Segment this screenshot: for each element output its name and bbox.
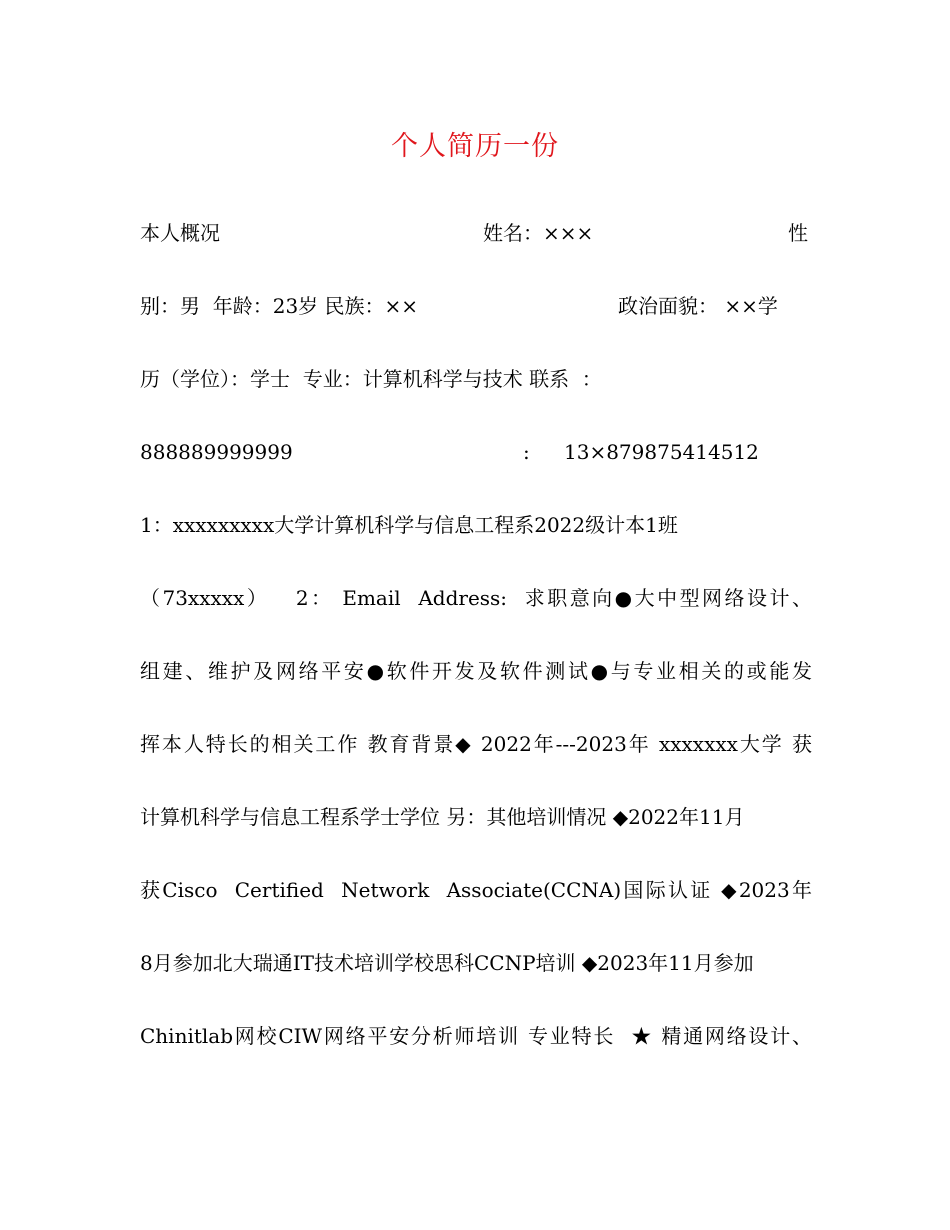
text-line bbox=[140, 435, 812, 469]
text-line: Chinitlab网校CIW网络平安分析师培训 专业特长 ★ 精通网络设计、 bbox=[140, 1024, 812, 1048]
text-line: 获Cisco Certified Network Associate(CCNA)国际认证 ◆2023年 bbox=[140, 878, 812, 902]
political-status: 政治面貌： ××学 bbox=[618, 294, 778, 318]
text-line: 组建、维护及网络平安●软件开发及软件测试●与专业相关的或能发 bbox=[140, 659, 812, 683]
text-fragment: 性 bbox=[788, 221, 808, 245]
phone-number: 13×879875414512 bbox=[564, 440, 759, 464]
text-line: 8月参加北大瑞通IT技术培训学校思科CCNP培训 ◆2023年11月参加 bbox=[140, 951, 754, 975]
text-line bbox=[140, 216, 812, 250]
name-field: 姓名：××× bbox=[483, 221, 594, 245]
address-line: 1：xxxxxxxxx大学计算机科学与信息工程系2022级计本1班 bbox=[140, 513, 678, 537]
text-line bbox=[140, 362, 812, 396]
contact-number: 888889999999 bbox=[140, 440, 293, 464]
separator-colon: : bbox=[523, 440, 530, 464]
page-title: 个人简历一份 bbox=[391, 131, 559, 162]
section-label: 本人概况 bbox=[140, 221, 220, 245]
text-line: 计算机科学与信息工程系学士学位 另：其他培训情况 ◆2022年11月 bbox=[140, 805, 745, 829]
personal-info: 别：男 年龄：23岁 民族：×× bbox=[140, 294, 419, 318]
text-line bbox=[140, 289, 812, 323]
text-line bbox=[140, 508, 812, 542]
education-info: 历（学位）：学士 专业：计算机科学与技术 联系 ： bbox=[140, 367, 602, 391]
text-line: （73xxxxx） 2： Email Address: 求职意向●大中型网络设计、 bbox=[140, 586, 812, 610]
text-line: 挥本人特长的相关工作 教育背景◆ 2022年---2023年 xxxxxxx大学 获 bbox=[140, 732, 812, 756]
